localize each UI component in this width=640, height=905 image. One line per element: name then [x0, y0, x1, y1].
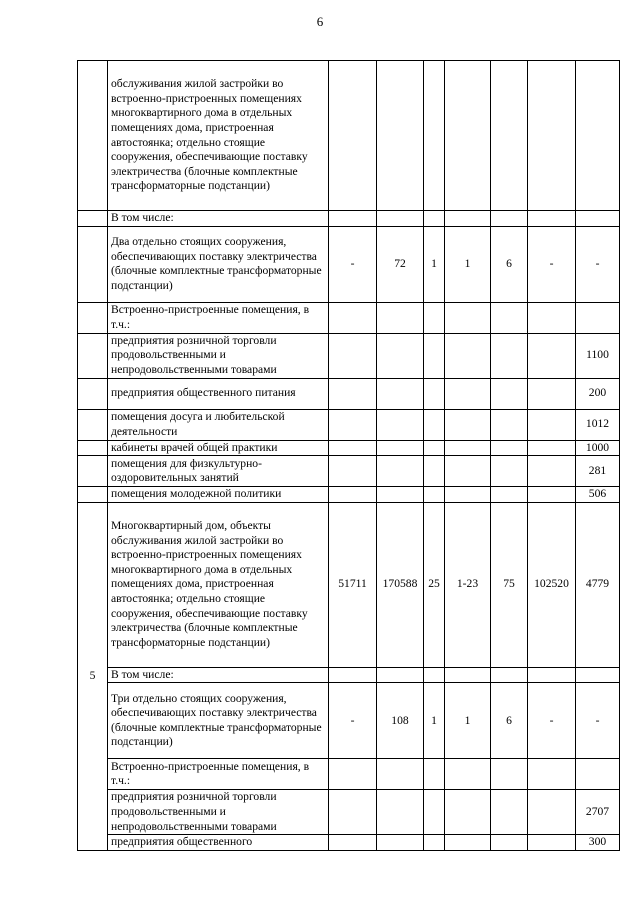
table-row: [78, 759, 620, 790]
page-number: 6: [316, 14, 324, 29]
table-row: [78, 440, 620, 456]
value-cell: 1-23: [445, 502, 491, 667]
object-description: обслуживания жилой застройки во встроенно-пристроенных помещениях многоквартирного дома в отдельных помещениях дома, пристроенная автостоянка; отдельно стоящие сооружения, обеспечивающие поставку электричества (блочные комплектные трансформаторные подстанции): [108, 61, 329, 211]
area-value: 1100: [576, 333, 620, 378]
table-row: [78, 683, 620, 759]
row-number-cell: [78, 61, 108, 211]
object-description: помещения досуга и любительской деятельности: [108, 409, 329, 440]
table-row: [78, 61, 620, 211]
section-header: Встроенно-пристроенные помещения, в т.ч.:: [108, 759, 329, 790]
table-row: [78, 333, 620, 378]
value-cell: -: [329, 226, 377, 302]
value-cell: 1: [445, 683, 491, 759]
table-row: [78, 409, 620, 440]
table-row: [78, 456, 620, 487]
including-label: В том числе:: [108, 667, 329, 683]
section-header: Встроенно-пристроенные помещения, в т.ч.:: [108, 302, 329, 333]
area-value: 1000: [576, 440, 620, 456]
object-description: помещения для физкультурно-оздоровительных занятий: [108, 456, 329, 487]
row-number: 5: [78, 502, 108, 850]
value-cell: 108: [377, 683, 424, 759]
object-description: Многоквартирный дом, объекты обслуживания жилой застройки во встроенно-пристроенных помещениях многоквартирного дома в отдельных помещениях дома, пристроенная автостоянка; отдельно стоящие сооружения, обеспечивающие поставку электричества (блочные комплектные трансформаторные подстанции): [108, 502, 329, 667]
value-cell: 1: [445, 226, 491, 302]
object-description: помещения молодежной политики: [108, 487, 329, 503]
area-value: 506: [576, 487, 620, 503]
table-row: [78, 226, 620, 302]
table-row: [78, 502, 620, 667]
area-value: 2707: [576, 790, 620, 835]
value-cell: 6: [491, 683, 528, 759]
value-cell: -: [576, 226, 620, 302]
value-cell: 102520: [528, 502, 576, 667]
value-cell: 4779: [576, 502, 620, 667]
value-cell: 6: [491, 226, 528, 302]
table-row: [78, 790, 620, 835]
area-value: 1012: [576, 409, 620, 440]
value-cell: -: [528, 226, 576, 302]
table-row: [78, 487, 620, 503]
area-value: 300: [576, 835, 620, 851]
object-description: предприятия розничной торговли продовольственными и непродовольственными товарами: [108, 790, 329, 835]
object-description: Три отдельно стоящих сооружения, обеспечивающих поставку электричества (блочные комплектные трансформаторные подстанции): [108, 683, 329, 759]
area-value: 200: [576, 378, 620, 409]
value-cell: -: [576, 683, 620, 759]
value-cell: -: [528, 683, 576, 759]
table-row: [78, 667, 620, 683]
value-cell: 170588: [377, 502, 424, 667]
object-description: предприятия общественного: [108, 835, 329, 851]
value-cell: 25: [424, 502, 445, 667]
table-row: [78, 378, 620, 409]
object-description: Два отдельно стоящих сооружения, обеспечивающих поставку электричества (блочные комплектные трансформаторные подстанции): [108, 226, 329, 302]
area-value: 281: [576, 456, 620, 487]
table-row: [78, 211, 620, 227]
object-description: предприятия розничной торговли продовольственными и непродовольственными товарами: [108, 333, 329, 378]
table-row: [78, 302, 620, 333]
value-cell: 1: [424, 683, 445, 759]
value-cell: 75: [491, 502, 528, 667]
value-cell: 72: [377, 226, 424, 302]
value-cell: 1: [424, 226, 445, 302]
object-description: кабинеты врачей общей практики: [108, 440, 329, 456]
table-row: [78, 835, 620, 851]
object-parameters-table: [77, 60, 620, 851]
value-cell: 51711: [329, 502, 377, 667]
including-label: В том числе:: [108, 211, 329, 227]
object-description: предприятия общественного питания: [108, 378, 329, 409]
value-cell: -: [329, 683, 377, 759]
